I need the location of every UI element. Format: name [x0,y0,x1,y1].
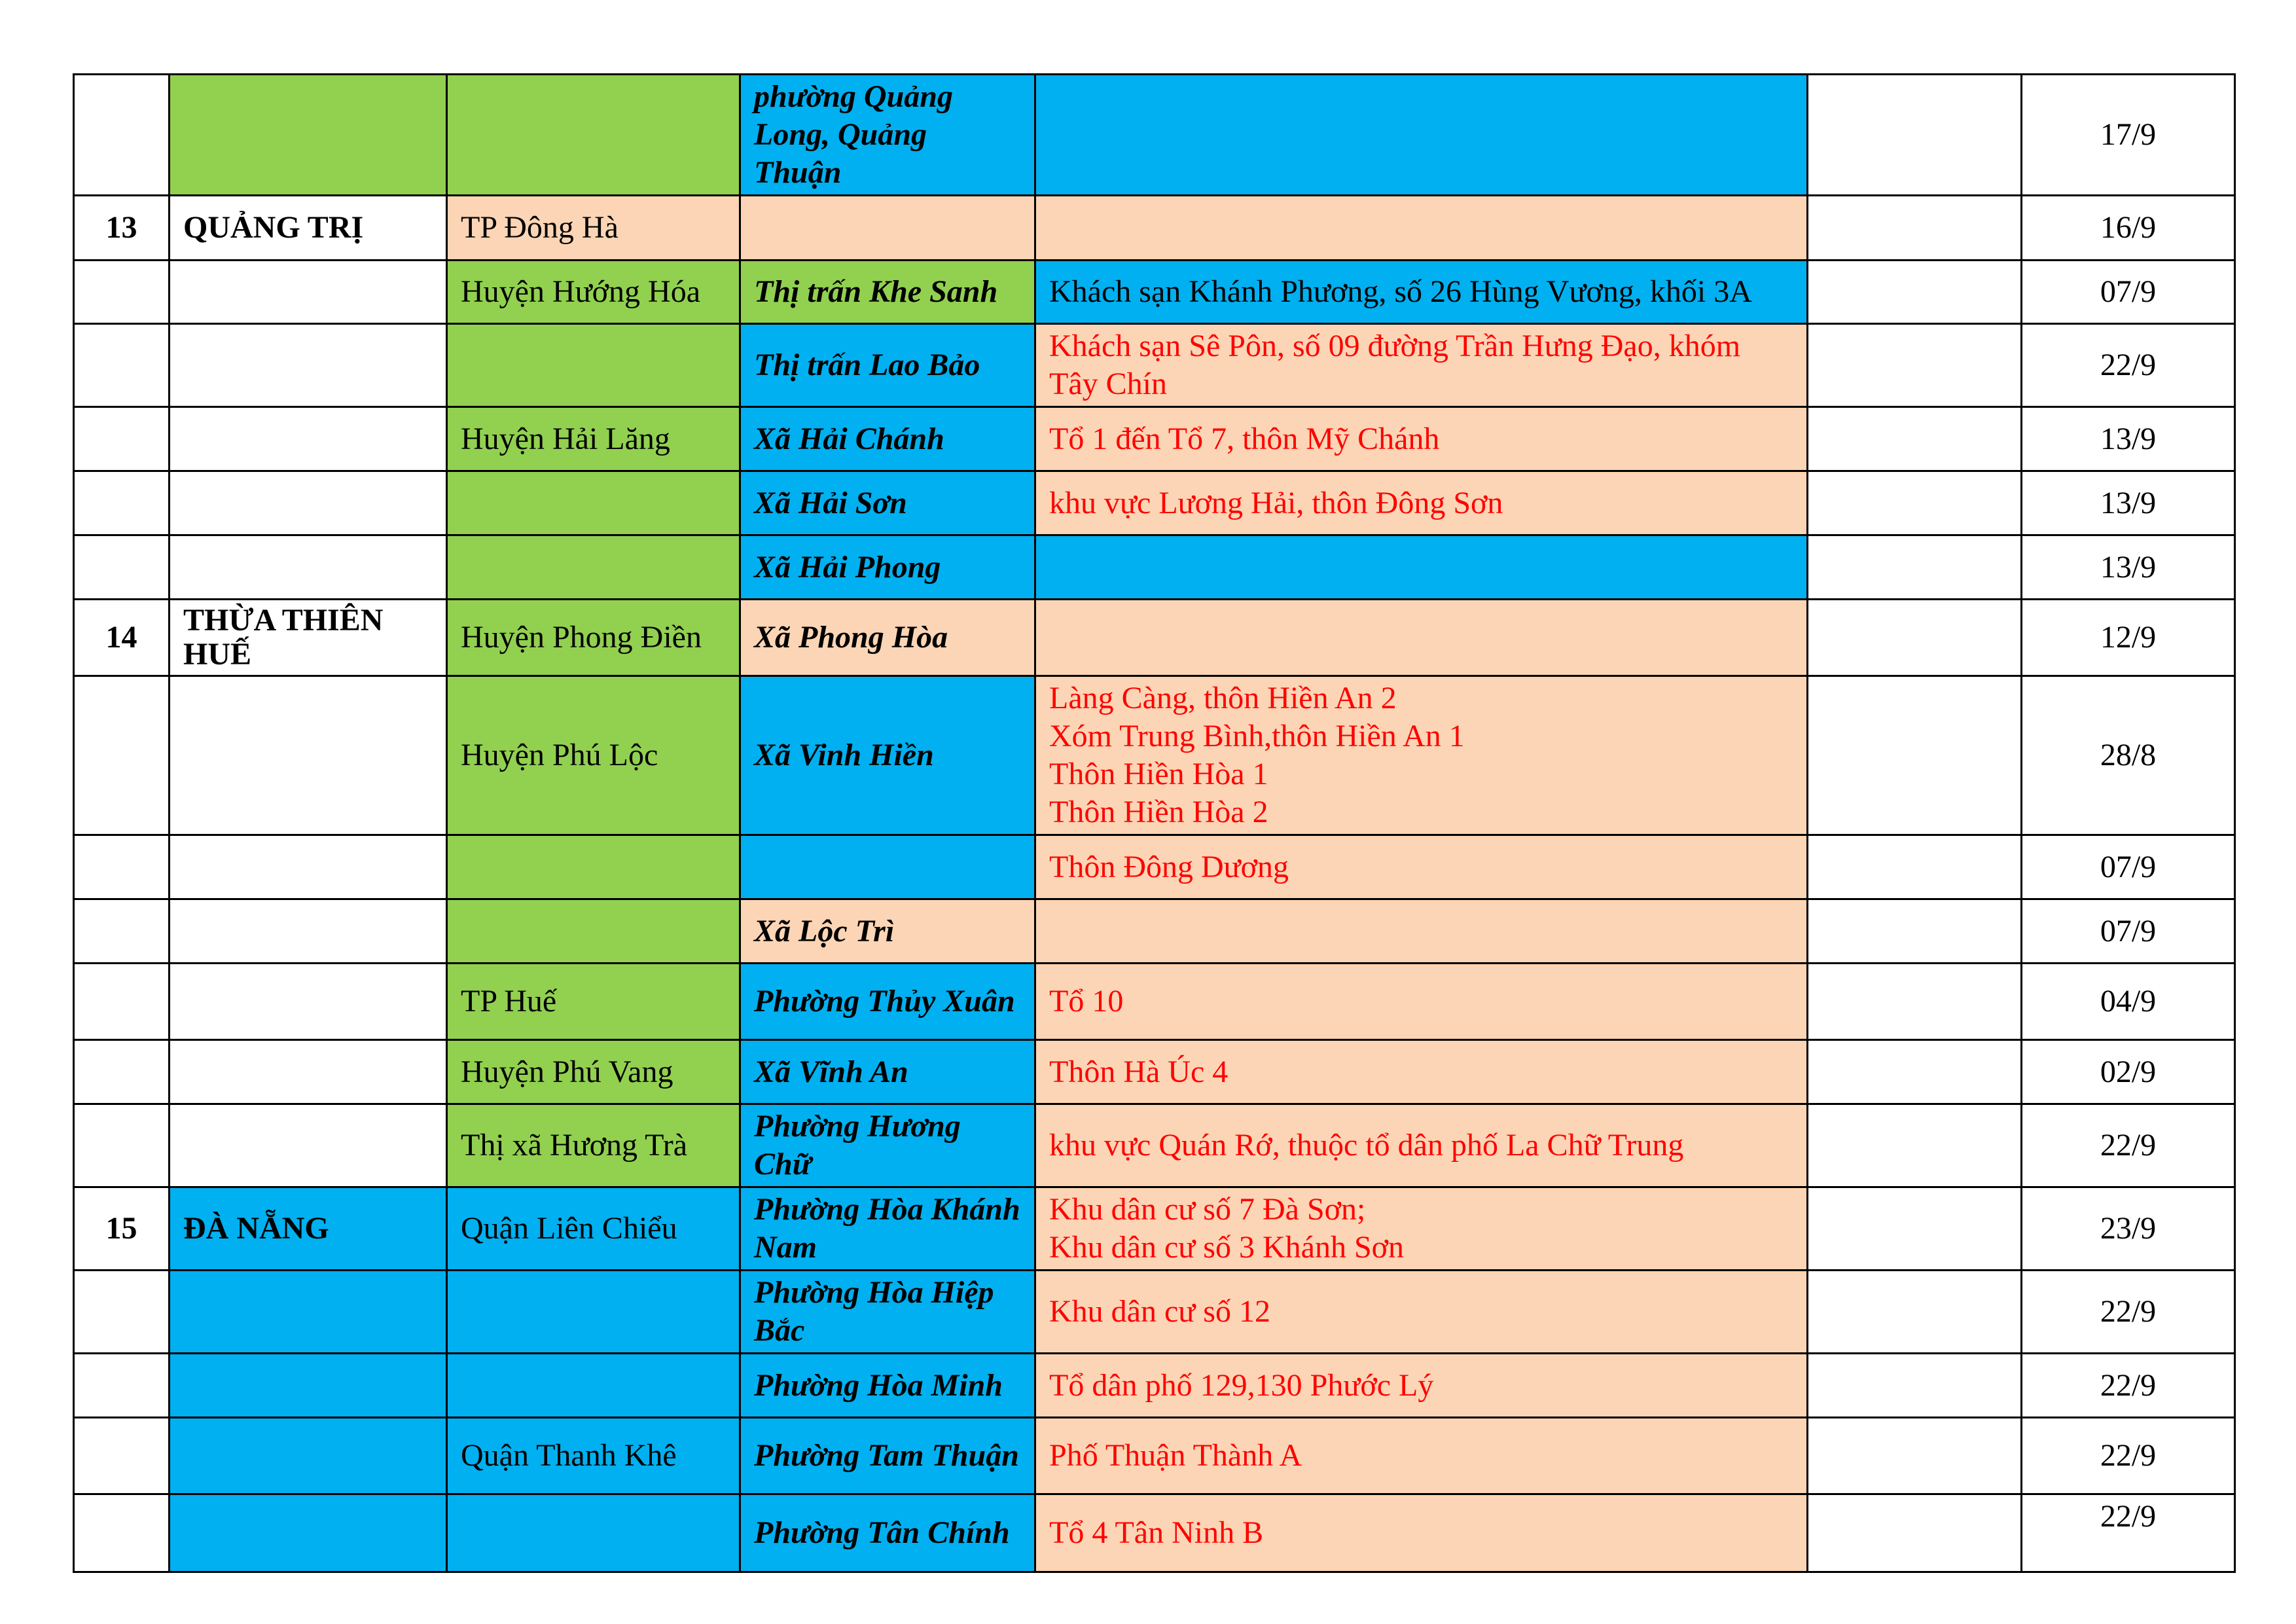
table-row [74,676,2235,835]
note-cell [1808,324,2022,407]
row-number [74,835,170,899]
ward-cell: Xã Lộc Trì [740,899,1035,964]
province-cell [170,324,447,407]
location-cell [1035,535,1808,600]
note-cell [1808,964,2022,1040]
table-row [74,324,2235,407]
ward-cell: phường Quảng Long, Quảng Thuận [740,75,1035,196]
note-cell [1808,407,2022,471]
note-cell [1808,1494,2022,1572]
date-cell: 04/9 [2022,964,2235,1040]
ward-cell: Thị trấn Khe Sanh [740,261,1035,324]
note-cell [1808,899,2022,964]
note-cell [1808,1354,2022,1418]
date-cell: 22/9 [2022,1104,2235,1187]
province-cell [170,535,447,600]
row-number [74,1354,170,1418]
district-cell: Quận Liên Chiểu [447,1187,740,1271]
date-cell: 07/9 [2022,835,2235,899]
table-row [74,1104,2235,1187]
ward-cell: Phường Tân Chính [740,1494,1035,1572]
district-cell: Thị xã Hương Trà [447,1104,740,1187]
table-row [74,1040,2235,1104]
row-number [74,1271,170,1354]
date-cell: 13/9 [2022,471,2235,535]
note-cell [1808,261,2022,324]
row-number [74,1104,170,1187]
table-row [74,1271,2235,1354]
province-cell [170,471,447,535]
table-row [74,835,2235,899]
province-cell [170,1354,447,1418]
date-cell: 22/9 [2022,324,2235,407]
row-number: 15 [74,1187,170,1271]
district-cell [447,1494,740,1572]
ward-cell: Phường Hòa Minh [740,1354,1035,1418]
location-cell: khu vực Quán Rớ, thuộc tổ dân phố La Chữ Trung [1035,1104,1808,1187]
table-row [74,1494,2235,1572]
location-cell: Khách sạn Sê Pôn, số 09 đường Trần Hưng Đạo, khóm Tây Chín [1035,324,1808,407]
location-cell [1035,600,1808,676]
row-number [74,261,170,324]
location-cell: Khu dân cư số 12 [1035,1271,1808,1354]
date-cell: 22/9 [2022,1354,2235,1418]
location-cell: Tổ dân phố 129,130 Phước Lý [1035,1354,1808,1418]
province-cell [170,261,447,324]
row-number [74,407,170,471]
date-cell: 17/9 [2022,75,2235,196]
location-cell: Tổ 4 Tân Ninh B [1035,1494,1808,1572]
date-cell: 13/9 [2022,535,2235,600]
province-cell [170,1271,447,1354]
location-cell: Thôn Đông Dương [1035,835,1808,899]
date-cell: 22/9 [2022,1271,2235,1354]
ward-cell [740,196,1035,261]
row-number [74,1418,170,1494]
date-cell: 02/9 [2022,1040,2235,1104]
district-cell: Huyện Phú Vang [447,1040,740,1104]
district-cell [447,535,740,600]
table-row [74,899,2235,964]
district-cell [447,471,740,535]
table-row [74,1418,2235,1494]
location-cell [1035,75,1808,196]
district-cell: Huyện Hướng Hóa [447,261,740,324]
date-cell: 22/9 [2022,1494,2235,1572]
district-cell: TP Đông Hà [447,196,740,261]
date-cell: 12/9 [2022,600,2235,676]
ward-cell: Xã Phong Hòa [740,600,1035,676]
ward-cell: Phường Tam Thuận [740,1418,1035,1494]
province-cell [170,676,447,835]
province-cell [170,75,447,196]
note-cell [1808,1187,2022,1271]
ward-cell: Xã Hải Chánh [740,407,1035,471]
province-cell [170,1040,447,1104]
note-cell [1808,835,2022,899]
note-cell [1808,75,2022,196]
row-number [74,676,170,835]
table-row [74,471,2235,535]
date-cell: 07/9 [2022,899,2235,964]
district-cell: TP Huế [447,964,740,1040]
row-number [74,899,170,964]
note-cell [1808,1418,2022,1494]
row-number [74,75,170,196]
ward-cell: Phường Thủy Xuân [740,964,1035,1040]
location-cell: Tổ 10 [1035,964,1808,1040]
location-cell: Phố Thuận Thành A [1035,1418,1808,1494]
outbreak-locations-table [73,73,2236,1573]
district-cell [447,324,740,407]
ward-cell: Phường Hòa Khánh Nam [740,1187,1035,1271]
location-cell [1035,899,1808,964]
location-cell: Thôn Hà Úc 4 [1035,1040,1808,1104]
province-cell [170,1418,447,1494]
row-number [74,964,170,1040]
location-cell: khu vực Lương Hải, thôn Đông Sơn [1035,471,1808,535]
table-row [74,600,2235,676]
ward-cell: Xã Vinh Hiền [740,676,1035,835]
date-cell: 16/9 [2022,196,2235,261]
province-cell: QUẢNG TRỊ [170,196,447,261]
district-cell: Huyện Hải Lăng [447,407,740,471]
date-cell: 22/9 [2022,1418,2235,1494]
ward-cell: Thị trấn Lao Bảo [740,324,1035,407]
province-cell [170,1104,447,1187]
province-cell [170,899,447,964]
ward-cell [740,835,1035,899]
province-cell [170,407,447,471]
ward-cell: Phường Hòa Hiệp Bắc [740,1271,1035,1354]
note-cell [1808,676,2022,835]
ward-cell: Xã Hải Sơn [740,471,1035,535]
location-cell [1035,196,1808,261]
date-cell: 13/9 [2022,407,2235,471]
location-cell: Làng Càng, thôn Hiền An 2 Xóm Trung Bình,thôn Hiền An 1 Thôn Hiền Hòa 1 Thôn Hiền Hòa 2 [1035,676,1808,835]
table-row [74,1187,2235,1271]
table-row [74,75,2235,196]
table-row [74,1354,2235,1418]
table-row [74,964,2235,1040]
row-number: 13 [74,196,170,261]
note-cell [1808,1104,2022,1187]
district-cell: Huyện Phong Điền [447,600,740,676]
date-cell: 07/9 [2022,261,2235,324]
note-cell [1808,1271,2022,1354]
location-cell: Tổ 1 đến Tổ 7, thôn Mỹ Chánh [1035,407,1808,471]
ward-cell: Xã Vĩnh An [740,1040,1035,1104]
district-cell [447,1354,740,1418]
location-cell: Khách sạn Khánh Phương, số 26 Hùng Vương, khối 3A [1035,261,1808,324]
table-row [74,407,2235,471]
row-number [74,535,170,600]
row-number: 14 [74,600,170,676]
date-cell: 23/9 [2022,1187,2235,1271]
note-cell [1808,600,2022,676]
note-cell [1808,1040,2022,1104]
province-cell [170,1494,447,1572]
district-cell [447,835,740,899]
note-cell [1808,535,2022,600]
province-cell [170,964,447,1040]
table-row [74,261,2235,324]
row-number [74,1040,170,1104]
district-cell: Huyện Phú Lộc [447,676,740,835]
note-cell [1808,196,2022,261]
ward-cell: Xã Hải Phong [740,535,1035,600]
province-cell: THỪA THIÊN HUẾ [170,600,447,676]
province-cell: ĐÀ NẴNG [170,1187,447,1271]
district-cell: Quận Thanh Khê [447,1418,740,1494]
table-row [74,535,2235,600]
row-number [74,1494,170,1572]
district-cell [447,899,740,964]
district-cell [447,75,740,196]
district-cell [447,1271,740,1354]
note-cell [1808,471,2022,535]
date-cell: 28/8 [2022,676,2235,835]
table-row [74,196,2235,261]
province-cell [170,835,447,899]
row-number [74,324,170,407]
location-cell: Khu dân cư số 7 Đà Sơn; Khu dân cư số 3 Khánh Sơn [1035,1187,1808,1271]
ward-cell: Phường Hương Chữ [740,1104,1035,1187]
row-number [74,471,170,535]
